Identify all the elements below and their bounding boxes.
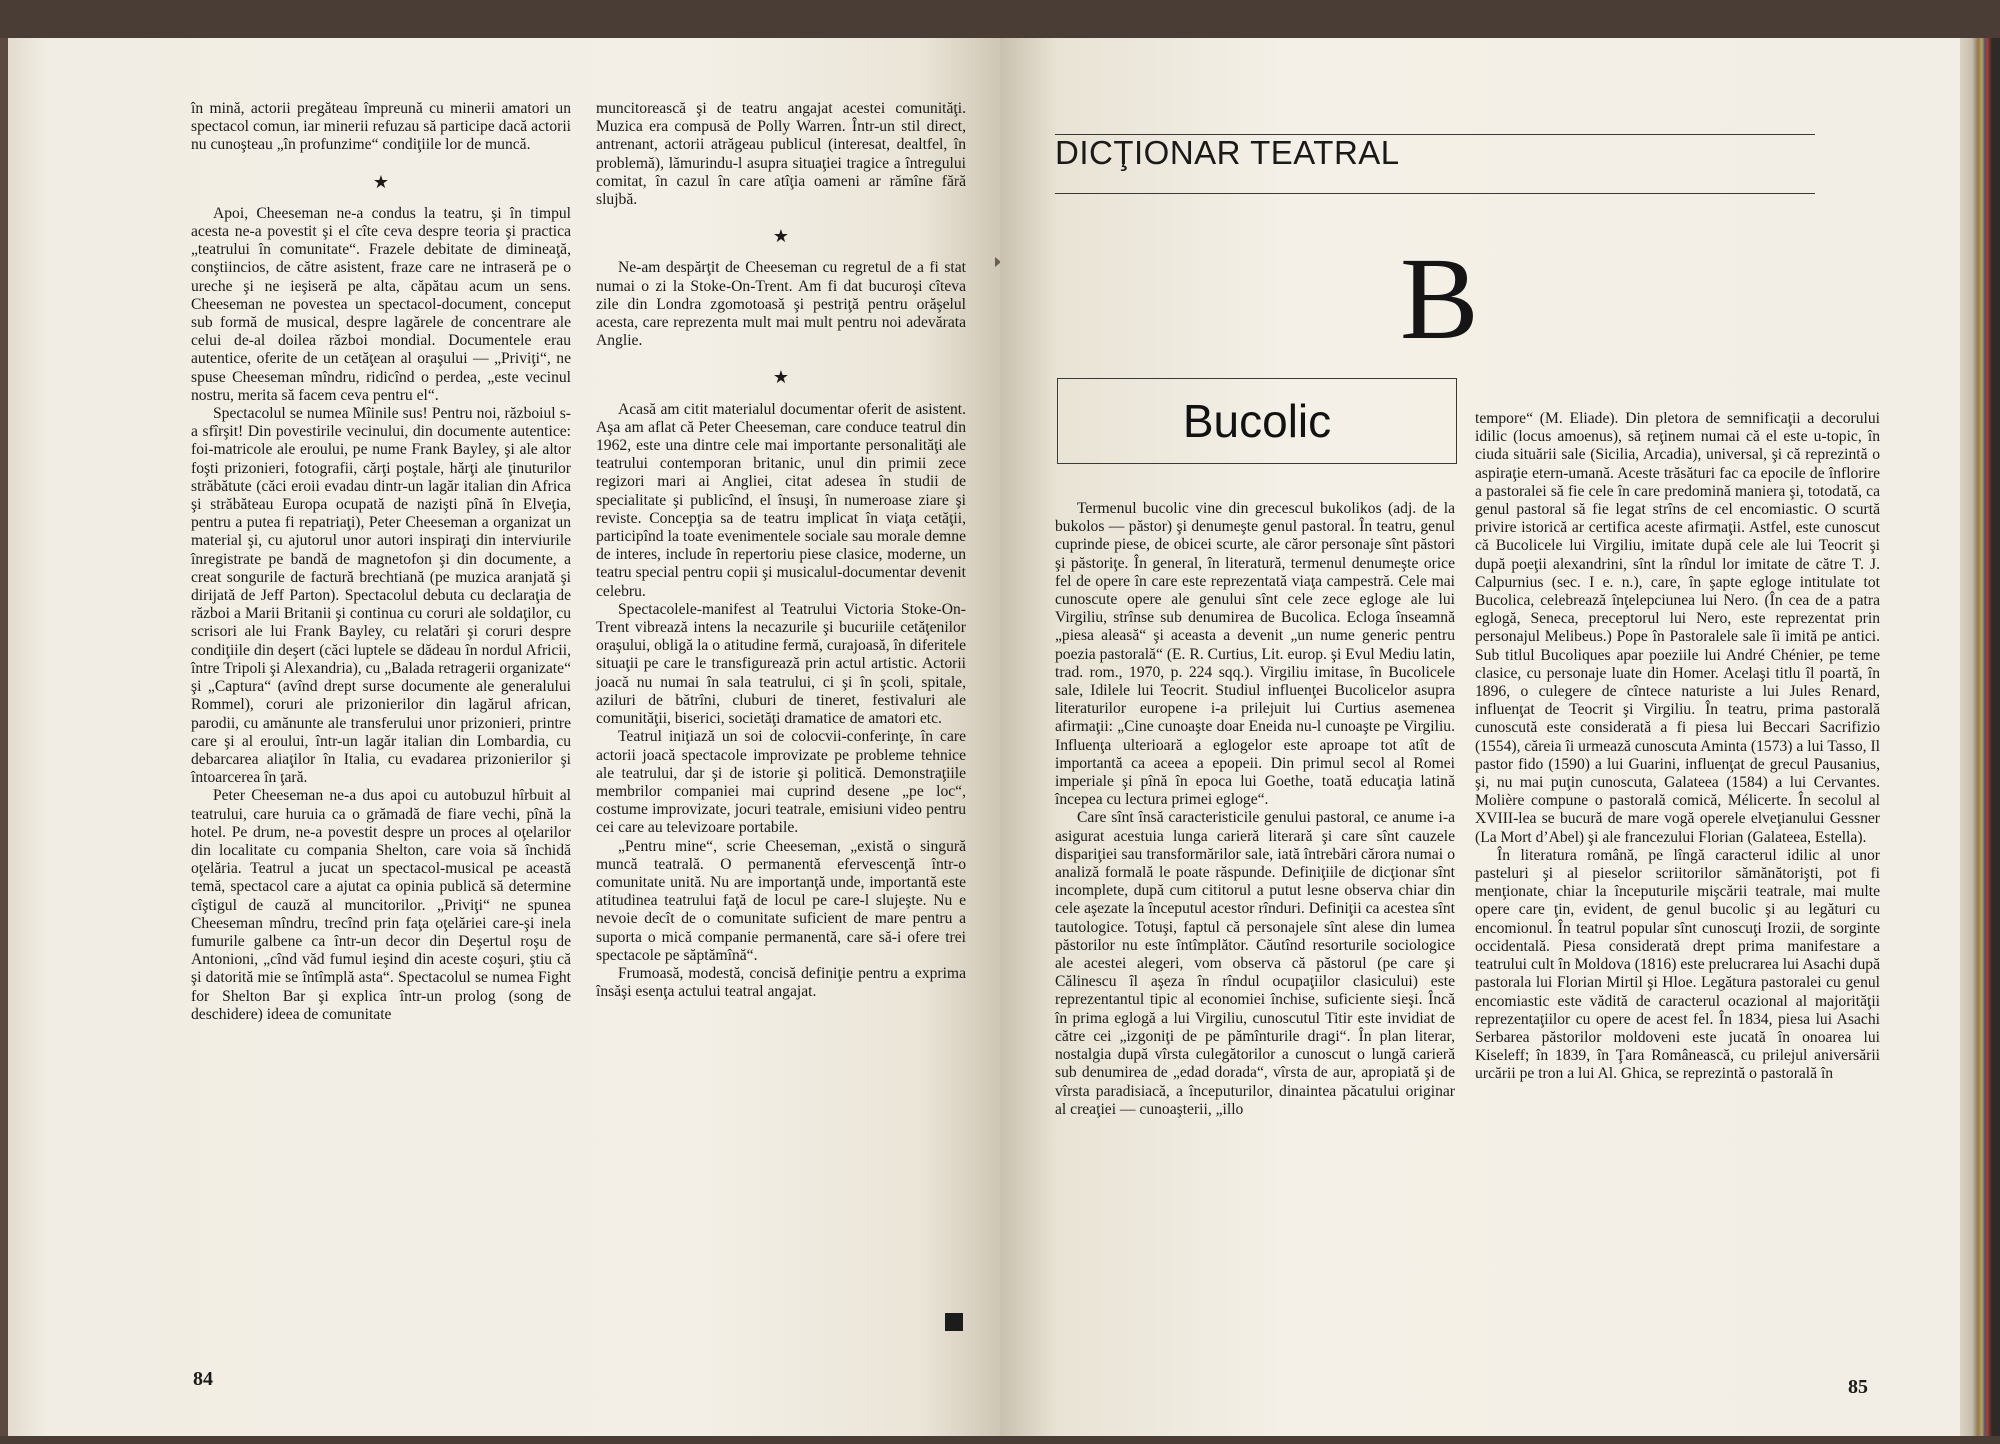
body-paragraph: Frumoasă, modestă, concisă definiţie pentru a exprima însăşi esenţa actului teatral angajat.: [596, 964, 966, 1001]
dictionary-letter: B: [1400, 233, 1479, 364]
body-paragraph: Spectacolele-manifest al Teatrului Victoria Stoke-On-Trent vibrează intens la necazurile şi bucuriile cetăţenilor oraşului, obligă la o atitudine fermă, curajoasă, în diferitele situaţii pe care le transfigurează prin actul artistic. Actorii joacă nu numai în sala teatrului, ci şi în şcoli, spitale, aziluri de bătrîni, cluburi de tineret, festivaluri ale comunităţii, biserici, societăţi dramatice de amatori etc.: [596, 600, 966, 728]
body-paragraph: Peter Cheeseman ne-a dus apoi cu autobuzul hîrbuit al teatrului, care huruia ca o grămadă de fiare vechi, pînă la hotel. Pe drum, ne-a povestit despre un proces al oţelarilor din localitate cu compania Shelton, care voia să închidă oţelăria. Teatrul a jucat un spectacol-musical pe această temă, spectacol care a ajutat ca opinia publică să determine cîştigul de cauză al muncitorilor. „Priviţi“ ne spunea Cheeseman mîndru, trecînd prin faţa oţelăriei care-şi inela fumurile galbene ca într-un decor din Deşertul roşu de Antonioni, „cînd văd fumul ieşind din aceste coşuri, ştiu că şi datorită mie se întîmplă asta“. Spectacolul se numea Fight for Shelton Bar şi explica într-un prolog (song de deschidere) ideea de comunitate: [191, 787, 571, 1023]
body-paragraph: Acasă am citit materialul documentar oferit de asistent. Aşa am aflat că Peter Cheeseman, care conduce teatrul din 1962, este una dintre cele mai importante personalităţi ale teatrului contemporan britanic, unul din primii zece regizori mari ai Angliei, citat adesea în studii de specialitate şi publicînd, el însuşi, în numeroase ziare şi reviste. Concepţia sa de teatru implicat în viaţa cetăţii, participînd la toate evenimentele sociale sau morale demne de interes, include în repertoriu piese clasice, moderne, un teatru special pentru copii şi musicalul-documentar devenit celebru.: [596, 400, 966, 600]
section-separator-star: ★: [772, 226, 790, 247]
left-cover-edge: [0, 38, 8, 1436]
entry-title-box: [1057, 378, 1457, 464]
left-page: [8, 38, 1000, 1436]
body-paragraph: „Pentru mine“, scrie Cheeseman, „există o singură muncă teatrală. O permanentă efervescenţă într-o comunitate unită. Nu are importanţă unde, importantă este atitudinea teatrului faţă de locul pe care-l slujeşte. Nu e nevoie decît de o comunitate suficient de mare pentru a suporta o mică companie permanentă, care să-i ofere trei spectacole pe săptămînă“.: [596, 837, 966, 964]
body-paragraph: Care sînt însă caracteristicile genului pastoral, ce anume i-a asigurat acestuia lunga carieră literară şi care sînt cauzele dispariţiei sau transformărilor sale, iată întrebări cărora numai o analiză formală le poate răspunde. Definiţiile de dicţionar sînt incomplete, după cum cititorul a putut lesne observa chiar din cele aşezate la începutul acestor rînduri. Definiţii ca acestea sînt tautologice. Totuşi, faptul că personajele sînt alese din lumea păstorilor nu este întîmplător. Căutînd resorturile sociologice ale acestei alegeri, vom observa că păstorul (pe care şi Călinescu îl aşeza în rîndul ocupaţiilor clasicului) este reprezentantul tipic al economiei închise, suficiente sieşi. Încă în prima eglogă a lui Virgiliu, cunoscutul Titir este invidiat de către cei „izgoniţi de pe pămînturile dragi“. În plan literar, nostalgia după vîrsta culegătorilor a cunoscut o lungă carieră sub denumirea de „edad dorada“, vîrsta de aur, apropiată şi de vîrsta paradisiacă, a începuturilor, dinaintea păcatului originar al creaţiei — cunoaşterii, „illo: [1055, 809, 1455, 1118]
body-paragraph: În literatura română, pe lîngă caracterul idilic al unor pasteluri şi al pieselor scriitorilor sămănătorişti, pot fi menţionate, chiar la începuturile mişcării teatrale, mai multe opere care ţin, evident, de genul bucolic şi au legături cu encomionul. În teatrul popular sînt cunoscuţi Irozii, de sorginte occidentală. Piesa considerată drept prima manifestare a teatrului cult în Moldova (1816) este prelucrarea lui Asachi după pastorala lui Florian Mirtil şi Hloe. Legătura pastoralei cu genul encomiastic este vădită de caracterul ocazional al majorităţii reprezentaţiilor cu opere de acest fel. În 1834, piesa lui Asachi Serbarea păstorilor moldoveni este jucată în onoarea lui Kiseleff; în 1839, în Ţara Românească, cu prilejul aniversării urcării pe tron a lui Al. Ghica, se reprezintă o pastorală în: [1475, 846, 1880, 1083]
right-page: [1000, 38, 1960, 1436]
header-rule-bottom: [1055, 193, 1815, 194]
left-page-column-1: [191, 100, 571, 1024]
body-paragraph: în mină, actorii pregăteau împreună cu minerii amatori un spectacol comun, iar minerii refuzau să participe dacă actorii nu cunoşteau „în profunzime“ condiţiile lor de muncă.: [191, 100, 571, 154]
page-number-right: 85: [1848, 1376, 1868, 1398]
section-separator-star: ★: [372, 171, 390, 192]
body-paragraph: Spectacolul se numea Mîinile sus! Pentru noi, războiul s-a sfîrşit! Din povestirile vecinului, din documente autentice: foi-matricole ale eroului, pe nume Frank Bayley, şi ale altor foşti prizonieri, fotografii, cărţi poştale, hărţi ale ţinuturilor străbătute (căci eroii evadau dintr-un lagăr italian din Africa şi străbăteau Europa ocupată de nazişti pînă în Elveţia, pentru a putea fi repatriaţi), Peter Cheeseman a organizat un material şi, cu ajutorul unor autori inspiraţi din interviurile înregistrate pe bandă de magnetofon şi din documente, a creat songurile de factură brechtiană (pe muzica aranjată şi dirijată de Jeff Parton). Spectacolul debuta cu declaraţia de război a Marii Britanii şi continua cu coruri ale soldaţilor, cu scrisori ale lui Frank Bayley, cu relatări şi coruri despre condiţiile din deşert (căci luptele se dădeau în nordul Africii, între Tripoli şi Alexandria), cu „Balada retragerii organizate“ şi „Captura“ (avînd drept surse documente ale generalului Rommel), coruri ale prizonierilor din lagărul african, parodii, cu amănunte ale transferului unor prizonieri, printre care şi al eroului, într-un lagăr italian din Lombardia, cu debarcarea aliaţilor în Italia, cu evadarea prizonierilor şi întoarcerea în ţară.: [191, 405, 571, 787]
page-number-left: 84: [193, 1368, 213, 1390]
left-page-column-2: [596, 100, 966, 1001]
end-of-article-mark: [945, 1313, 963, 1331]
right-page-column-2: [1475, 410, 1880, 1084]
right-page-edges: [1960, 38, 2000, 1436]
body-paragraph: Termenul bucolic vine din grecescul bukolikos (adj. de la bukolos — păstor) şi denumeşte genul pastoral. În teatru, genul cuprinde piese, de obicei scurte, ale căror personaje sînt păstori şi păstoriţe. În general, în literatură, termenul denumeşte orice fel de opere în care este reprezentată viaţa campestră. Cele mai cunoscute opere ale genului sînt cele zece egloge ale lui Virgiliu, strînse sub denumirea de Bucolica. Ecloga înseamnă „piesa aleasă“ şi aceasta a devenit „un nume generic pentru poezia pastorală“ (E. R. Curtius, Lit. europ. şi Evul Mediu latin, trad. rom., 1970, p. 224 sqq.). Virgiliu imitase, în Bucolicele sale, Idilele lui Teocrit. Studiul influenţei Bucolicelor asupra literaturilor europene i-a prilejuit lui Curtius asemenea afirmaţii: „Cine cunoaşte doar Eneida nu-l cunoaşte pe Virgiliu. Influenţa ulterioară a eglogelor este aproape tot atît de importantă ca aceea a epopeii. Din primul secol al Romei imperiale şi pînă în epoca lui Goethe, toată educaţia latină începea cu lectura primei egloge“.: [1055, 500, 1455, 809]
body-paragraph: muncitorească şi de teatru angajat acestei comunităţi. Muzica era compusă de Polly Warren. Într-un stil direct, antrenant, actorii atrăgeau publicul (interesat, dealtfel, în problemă), lămurindu-l asupra situaţiei tragice a întregului comitat, în cazul în care atîţia oameni ar rămîne fără slujbă.: [596, 100, 966, 209]
entry-title: Bucolic: [1182, 395, 1332, 447]
body-paragraph: tempore“ (M. Eliade). Din pletora de semnificaţii a decorului idilic (locus amoenus), să reţinem numai că el este u-topic, în ciuda situării sale (Sicilia, Arcadia), universal, şi că reprezintă o aspiraţie etern-umană. Aceste trăsături fac ca epocile de înflorire a pastoralei să fie cele în care predomină maniera şi, totodată, ca genul pastoral să fie legat strîns de cel encomiastic. O scurtă privire istorică ar certifica aceste afirmaţii. Astfel, este cunoscut că Bucolicele lui Virgiliu, imitate după cele ale lui Teocrit şi după poeţii alexandrini, sînt la rîndul lor imitate de către T. J. Calpurnius (sec. I e. n.), care, în şapte egloge intitulate tot Bucolica, celebrează înţelepciunea lui Nero. (În cea de a patra eglogă, Seneca, preceptorul lui Nero, este reprezentat prin personajul Melibeus.) Pope în Pastoralele sale îi imită pe antici. Sub titlul Bucoliques apar poeziile lui André Chénier, pe teme clasice, cu personaje luate din Homer. Acelaşi titlu îl poartă, în 1896, o culegere de cîntece naturiste a lui Jules Renard, influenţat de Teocrit şi Virgiliu. În teatru, prima pastorală cunoscută este considerată a fi piesa lui Beccari Sacrifizio (1554), căreia îi urmează cunoscuta Aminta (1573) a lui Tasso, Il pastor fido (1590) a lui Guarini, influenţat de grecul Pausanius, şi, nu mai puţin cunoscuta, Galateea (1584) a lui Cervantes. Molière compune o pastorală comică, Mélicerte. În secolul al XVIII-lea se bucură de mare vogă operele elveţianului Gessner (La Mort d’Abel) şi ale francezului Florian (Galateea, Estella).: [1475, 410, 1880, 846]
body-paragraph: Teatrul iniţiază un soi de colocvii-conferinţe, în care actorii joacă spectacole improvizate pe probleme tehnice ale teatrului, dar şi de istorie şi politică. Demonstraţiile membrilor companiei mai cuprind desene „pe loc“, costume improvizate, jocuri teatrale, emisiuni video pentru cei care au televizoare portabile.: [596, 728, 966, 837]
section-title: DICŢIONAR TEATRAL: [1055, 134, 1400, 171]
body-paragraph: Apoi, Cheeseman ne-a condus la teatru, şi în timpul acesta ne-a povestit şi el cîte ceva despre teoria şi practica „teatrului în comunitate“. Frazele debitate de dimineaţă, conştiincios, de către asistent, fraze care ne intraseră pe o ureche şi ne ieşiseră pe alta, căpătau acum un sens. Cheeseman ne povestea un spectacol-document, conceput sub formă de musical, despre lagărele de concentrare ale celui de-al doilea război mondial. Documentele erau autentice, oferite de un cetăţean al oraşului — „Priviţi“, ne spuse Cheeseman mîndru, ridicînd o perdea, „este vecinul nostru, merita să facem ceva pentru el“.: [191, 204, 571, 404]
body-paragraph: Ne-am despărţit de Cheeseman cu regretul de a fi stat numai o zi la Stoke-On-Trent. Am fi dat bucuroşi cîteva zile din Londra zgomotoasă şi pestriţă pentru orăşelul acesta, care reprezenta mult mai mult pentru noi adevărata Anglie.: [596, 259, 966, 350]
right-page-column-1: [1055, 500, 1455, 1119]
section-separator-star: ★: [772, 367, 790, 388]
